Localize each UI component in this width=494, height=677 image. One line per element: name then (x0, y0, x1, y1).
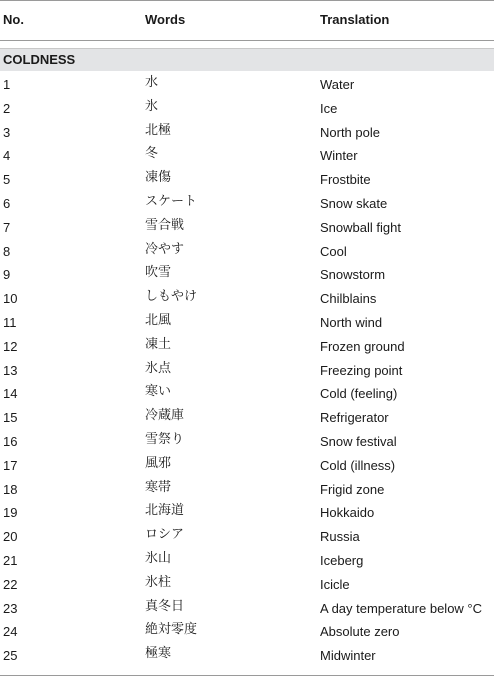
table-row (0, 71, 494, 95)
row-translation: Water (320, 77, 355, 92)
row-word: 真冬日 (145, 598, 185, 614)
row-number: 2 (3, 100, 11, 116)
row-word: 冬 (145, 146, 159, 162)
row-word: 風邪 (145, 455, 172, 471)
row-number: 17 (3, 457, 18, 473)
row-number: 5 (3, 172, 11, 188)
table-row (0, 190, 494, 214)
table-row (0, 476, 494, 500)
row-number: 1 (3, 77, 11, 92)
row-word: しもやけ (145, 289, 198, 305)
row-translation: Snow festival (320, 434, 397, 449)
row-number: 3 (3, 124, 11, 140)
row-word: 氷山 (145, 551, 172, 566)
row-translation: Absolute zero (320, 624, 400, 640)
row-number: 11 (3, 315, 17, 330)
row-word: スケート (145, 194, 198, 209)
table-row (0, 428, 494, 452)
row-number: 19 (3, 505, 18, 521)
row-word: 雪祭り (145, 432, 185, 447)
table-row (0, 142, 494, 166)
row-number: 10 (3, 291, 18, 307)
row-word: 極寒 (145, 646, 172, 662)
row-number: 21 (3, 553, 18, 568)
row-word: 冷やす (145, 241, 185, 257)
table-row (0, 618, 494, 642)
table-header (0, 1, 494, 38)
row-number: 7 (3, 219, 11, 235)
row-translation: Cool (320, 243, 347, 259)
table-row (0, 452, 494, 476)
row-number: 24 (3, 624, 18, 640)
table-row (0, 357, 494, 381)
row-word: 吹雪 (145, 265, 172, 281)
row-translation: Icicle (320, 576, 350, 592)
row-translation: Refrigerator (320, 410, 389, 426)
header-words: Words (145, 12, 186, 27)
row-number: 20 (3, 529, 18, 545)
row-number: 25 (3, 648, 18, 664)
table-bottom-rule (0, 675, 494, 676)
table-row (0, 404, 494, 428)
table-row (0, 166, 494, 190)
row-word: 絶対零度 (145, 622, 198, 638)
row-number: 18 (3, 481, 18, 497)
row-translation: Snowstorm (320, 267, 386, 283)
header-no: No. (3, 12, 24, 27)
row-translation: Frigid zone (320, 481, 385, 497)
row-number: 9 (3, 267, 11, 283)
row-translation: Cold (illness) (320, 457, 396, 473)
row-number: 14 (3, 386, 18, 402)
row-number: 8 (3, 243, 11, 259)
row-number: 13 (3, 362, 18, 378)
row-number: 12 (3, 338, 18, 354)
table-row (0, 499, 494, 523)
row-word: 北海道 (145, 503, 185, 519)
table-row (0, 119, 494, 143)
row-translation: Russia (320, 529, 360, 545)
row-word: 北極 (145, 122, 172, 138)
row-number: 23 (3, 600, 18, 616)
table-row (0, 642, 494, 666)
table-row (0, 238, 494, 262)
row-word: ロシア (145, 527, 185, 543)
section-header (0, 48, 494, 71)
row-translation: Iceberg (320, 553, 364, 568)
row-word: 氷柱 (145, 574, 172, 590)
table-row (0, 285, 494, 309)
header-rule (0, 40, 494, 41)
row-number: 22 (3, 576, 18, 592)
table-row (0, 571, 494, 595)
row-translation: Freezing point (320, 362, 403, 378)
row-word: 凍傷 (145, 170, 172, 186)
row-translation: Winter (320, 148, 358, 164)
row-word: 氷点 (145, 360, 172, 376)
row-word: 雪合戦 (145, 217, 185, 233)
row-number: 15 (3, 410, 18, 426)
row-translation: Snow skate (320, 196, 388, 211)
row-word: 北風 (145, 313, 172, 328)
header-translation: Translation (320, 12, 390, 27)
row-word: 水 (145, 75, 159, 90)
row-translation: Midwinter (320, 648, 376, 664)
row-translation: North pole (320, 124, 380, 140)
table-row (0, 595, 494, 619)
row-translation: Frostbite (320, 172, 371, 188)
row-number: 4 (3, 148, 11, 164)
row-word: 寒帯 (145, 479, 172, 495)
table-row (0, 309, 494, 333)
row-translation: A day temperature below °C (320, 600, 483, 616)
row-translation: North wind (320, 315, 383, 330)
table-row (0, 261, 494, 285)
row-translation: Frozen ground (320, 338, 405, 354)
section-label: COLDNESS (3, 52, 76, 67)
row-translation: Snowball fight (320, 219, 401, 235)
table-row (0, 380, 494, 404)
row-word: 凍土 (145, 336, 172, 352)
table-row (0, 95, 494, 119)
row-number: 16 (3, 434, 18, 449)
row-word: 寒い (145, 384, 172, 400)
row-word: 氷 (145, 98, 159, 114)
table-row (0, 547, 494, 571)
row-translation: Chilblains (320, 291, 377, 307)
row-translation: Cold (feeling) (320, 386, 398, 402)
table-row (0, 523, 494, 547)
table-row (0, 333, 494, 357)
row-translation: Hokkaido (320, 505, 375, 521)
row-translation: Ice (320, 100, 338, 116)
row-word: 冷蔵庫 (145, 408, 185, 424)
row-number: 6 (3, 196, 11, 211)
table-row (0, 214, 494, 238)
